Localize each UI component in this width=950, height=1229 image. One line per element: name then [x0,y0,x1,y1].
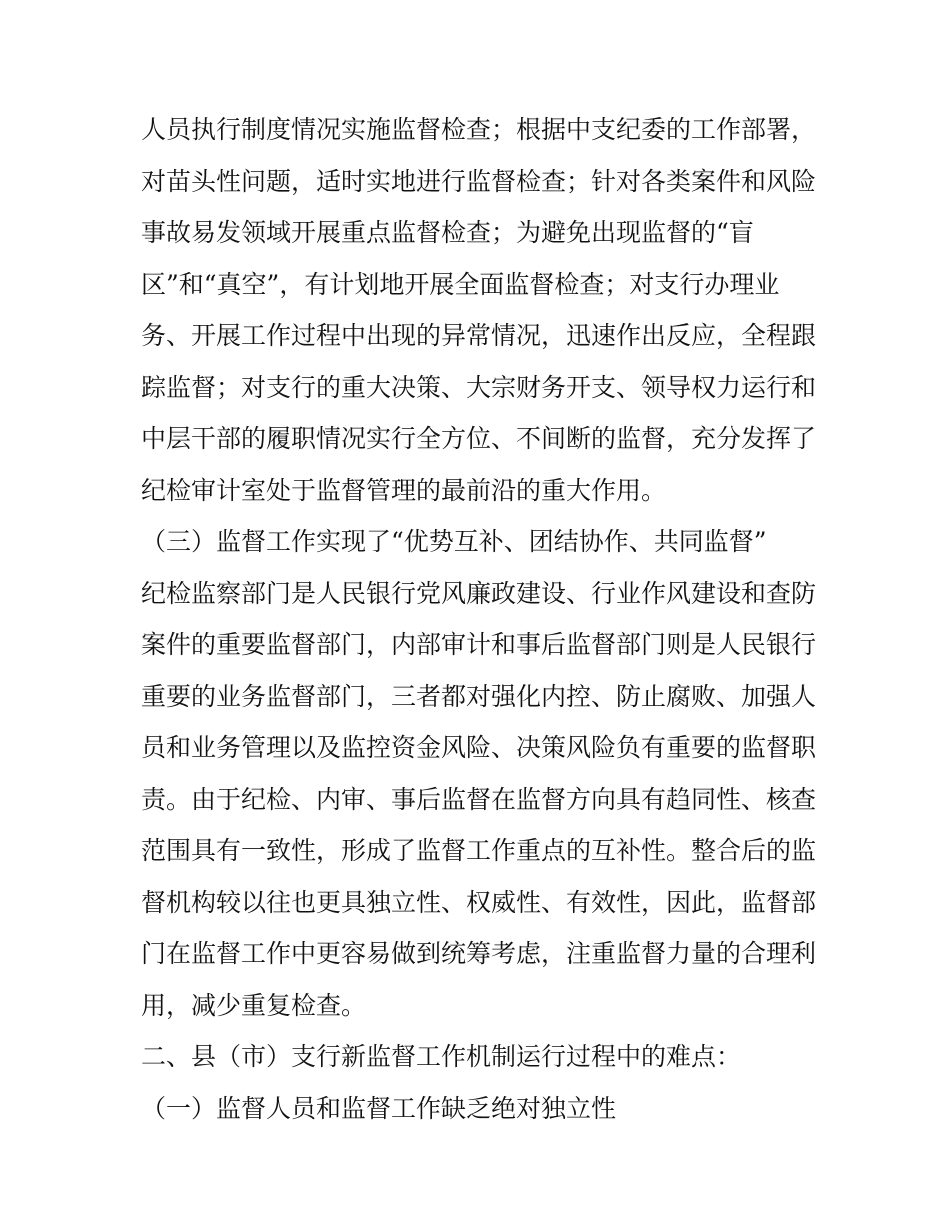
section-heading: 二、县（市）支行新监督工作机制运行过程中的难点： [141,1042,742,1071]
text-line: 区”和“真空”，有计划地开展全面监督检查；对支行办理业 [141,269,780,299]
document-body [141,104,821,1134]
section-heading: （三）监督工作实现了“优势互补、团结协作、共同监督” [141,527,767,556]
text-line: 事故易发领域开展重点监督检查；为避免出现监督的“盲 [141,218,754,247]
text-line: 重要的业务监督部门，三者都对强化内控、防止腐败、加强人 [141,681,817,711]
text-line: 督机构较以往也更具独立性、权威性、有效性，因此，监督部 [141,887,817,917]
text-line: 责。由于纪检、内审、事后监督在监督方向具有趋同性、核查 [141,784,817,814]
text-line: 对苗头性问题，适时实地进行监督检查；针对各类案件和风险 [141,166,817,196]
text-line: 案件的重要监督部门，内部审计和事后监督部门则是人民银行 [141,630,817,659]
text-line: 纪检审计室处于监督管理的最前沿的重大作用。 [141,475,667,505]
text-line: 用，减少重复检查。 [141,990,367,1020]
text-line: 纪检监察部门是人民银行党风廉政建设、行业作风建设和查防 [141,578,817,608]
section-heading: （一）监督人员和监督工作缺乏绝对独立性 [141,1093,617,1123]
text-line: 员和业务管理以及监控资金风险、决策风险负有重要的监督职 [141,733,817,762]
text-line: 踪监督；对支行的重大决策、大宗财务开支、领导权力运行和 [141,372,817,402]
text-line: 人员执行制度情况实施监督检查；根据中支纪委的工作部署， [141,115,817,144]
text-line: 门在监督工作中更容易做到统筹考虑，注重监督力量的合理利 [141,939,817,968]
text-line: 范围具有一致性，形成了监督工作重点的互补性。整合后的监 [141,836,817,865]
text-line: 中层干部的履职情况实行全方位、不间断的监督，充分发挥了 [141,424,817,453]
text-line: 务、开展工作过程中出现的异常情况，迅速作出反应，全程跟 [141,321,817,350]
